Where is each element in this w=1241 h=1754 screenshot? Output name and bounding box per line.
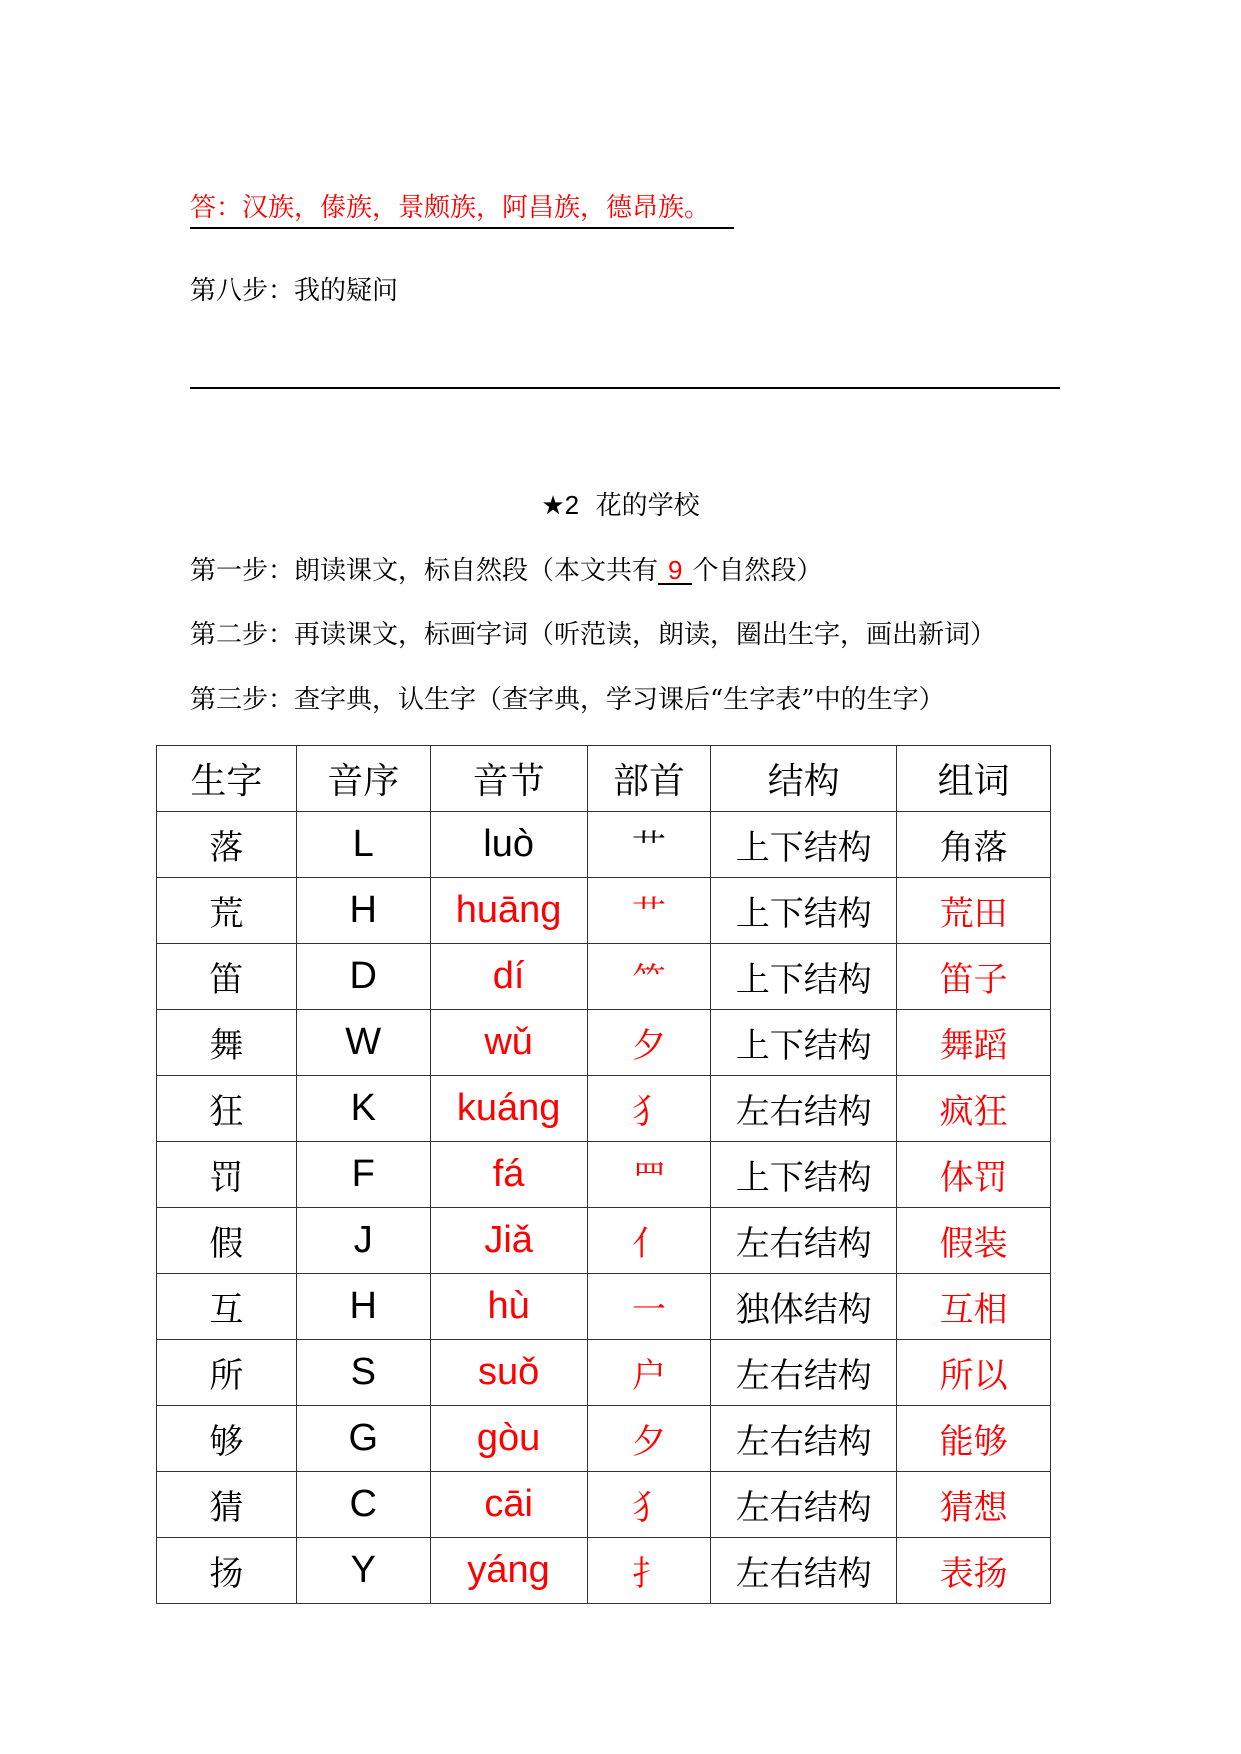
- pinyin-cell: cāi: [430, 1472, 587, 1538]
- lesson-number: 2: [564, 490, 580, 520]
- char-cell: 荒: [157, 878, 297, 944]
- radical-cell: 艹: [587, 812, 711, 878]
- structure-cell: 左右结构: [711, 1538, 897, 1604]
- order-cell: S: [296, 1340, 430, 1406]
- pinyin-cell: kuáng: [430, 1076, 587, 1142]
- question-answer-line: [190, 387, 1060, 389]
- word-cell: 表扬: [897, 1538, 1051, 1604]
- pinyin-cell: dí: [430, 944, 587, 1010]
- table-row: [157, 944, 1051, 1010]
- table-row: [157, 1472, 1051, 1538]
- table-row: [157, 1406, 1051, 1472]
- header-cell: 音序: [296, 746, 430, 812]
- char-cell: 笛: [157, 944, 297, 1010]
- order-cell: K: [296, 1076, 430, 1142]
- structure-cell: 上下结构: [711, 944, 897, 1010]
- step1-after: 个自然段）: [692, 556, 823, 586]
- radical-cell: 一: [587, 1274, 711, 1340]
- table-row: [157, 1340, 1051, 1406]
- pinyin-cell: gòu: [430, 1406, 587, 1472]
- word-cell: 互相: [897, 1274, 1051, 1340]
- structure-cell: 上下结构: [711, 1010, 897, 1076]
- char-cell: 落: [157, 812, 297, 878]
- radical-cell: 夕: [587, 1406, 711, 1472]
- star-icon: ★: [541, 491, 565, 521]
- step1-text: [190, 557, 823, 585]
- radical-cell: 犭: [587, 1076, 711, 1142]
- structure-cell: 上下结构: [711, 812, 897, 878]
- char-cell: 够: [157, 1406, 297, 1472]
- radical-cell: ⺮: [587, 944, 711, 1010]
- step1-before: 第一步：朗读课文，标自然段（本文共有: [190, 556, 659, 586]
- order-cell: G: [296, 1406, 430, 1472]
- step8-heading: 第八步：我的疑问: [190, 276, 399, 306]
- pinyin-cell: fá: [430, 1142, 587, 1208]
- structure-cell: 上下结构: [711, 1142, 897, 1208]
- order-cell: C: [296, 1472, 430, 1538]
- radical-cell: 夕: [587, 1010, 711, 1076]
- char-cell: 所: [157, 1340, 297, 1406]
- radical-cell: 罒: [587, 1142, 711, 1208]
- word-cell: 假装: [897, 1208, 1051, 1274]
- order-cell: F: [296, 1142, 430, 1208]
- order-cell: H: [296, 1274, 430, 1340]
- order-cell: Y: [296, 1538, 430, 1604]
- char-cell: 罚: [157, 1142, 297, 1208]
- pinyin-cell: suǒ: [430, 1340, 587, 1406]
- step3-text: 第三步：查字典，认生字（查字典，学习课后“生字表”中的生字）: [190, 685, 945, 715]
- lesson-title: [0, 492, 1241, 519]
- pinyin-cell: hù: [430, 1274, 587, 1340]
- word-cell: 能够: [897, 1406, 1051, 1472]
- structure-cell: 上下结构: [711, 878, 897, 944]
- radical-cell: 扌: [587, 1538, 711, 1604]
- structure-cell: 独体结构: [711, 1274, 897, 1340]
- char-cell: 互: [157, 1274, 297, 1340]
- char-cell: 猜: [157, 1472, 297, 1538]
- radical-cell: 亻: [587, 1208, 711, 1274]
- table-header-row: [157, 746, 1051, 812]
- structure-cell: 左右结构: [711, 1472, 897, 1538]
- table-row: [157, 1010, 1051, 1076]
- structure-cell: 左右结构: [711, 1340, 897, 1406]
- header-cell: 结构: [711, 746, 897, 812]
- order-cell: H: [296, 878, 430, 944]
- header-cell: 组词: [897, 746, 1051, 812]
- radical-cell: 犭: [587, 1472, 711, 1538]
- word-cell: 疯狂: [897, 1076, 1051, 1142]
- paragraph-count: 9: [658, 557, 692, 585]
- word-cell: 体罚: [897, 1142, 1051, 1208]
- table-row: [157, 1538, 1051, 1604]
- answer-text: 答：汉族，傣族，景颇族，阿昌族，德昂族。: [190, 195, 734, 229]
- pinyin-cell: wǔ: [430, 1010, 587, 1076]
- character-table: [156, 745, 1051, 1604]
- char-cell: 扬: [157, 1538, 297, 1604]
- char-cell: 狂: [157, 1076, 297, 1142]
- table-row: [157, 1142, 1051, 1208]
- word-cell: 笛子: [897, 944, 1051, 1010]
- word-cell: 舞蹈: [897, 1010, 1051, 1076]
- structure-cell: 左右结构: [711, 1208, 897, 1274]
- pinyin-cell: huāng: [430, 878, 587, 944]
- pinyin-cell: Jiǎ: [430, 1208, 587, 1274]
- order-cell: J: [296, 1208, 430, 1274]
- radical-cell: 艹: [587, 878, 711, 944]
- radical-cell: 户: [587, 1340, 711, 1406]
- order-cell: D: [296, 944, 430, 1010]
- structure-cell: 左右结构: [711, 1076, 897, 1142]
- header-cell: 音节: [430, 746, 587, 812]
- structure-cell: 左右结构: [711, 1406, 897, 1472]
- char-cell: 假: [157, 1208, 297, 1274]
- header-cell: 部首: [587, 746, 711, 812]
- table-row: [157, 1076, 1051, 1142]
- word-cell: 荒田: [897, 878, 1051, 944]
- pinyin-cell: luò: [430, 812, 587, 878]
- table-row: [157, 1274, 1051, 1340]
- word-cell: 所以: [897, 1340, 1051, 1406]
- header-cell: 生字: [157, 746, 297, 812]
- order-cell: W: [296, 1010, 430, 1076]
- table-row: [157, 812, 1051, 878]
- word-cell: 角落: [897, 812, 1051, 878]
- step2-text: 第二步：再读课文，标画字词（听范读，朗读，圈出生字，画出新词）: [190, 620, 997, 650]
- char-cell: 舞: [157, 1010, 297, 1076]
- order-cell: L: [296, 812, 430, 878]
- pinyin-cell: yáng: [430, 1538, 587, 1604]
- table-row: [157, 878, 1051, 944]
- word-cell: 猜想: [897, 1472, 1051, 1538]
- lesson-name: 花的学校: [595, 491, 700, 521]
- table-row: [157, 1208, 1051, 1274]
